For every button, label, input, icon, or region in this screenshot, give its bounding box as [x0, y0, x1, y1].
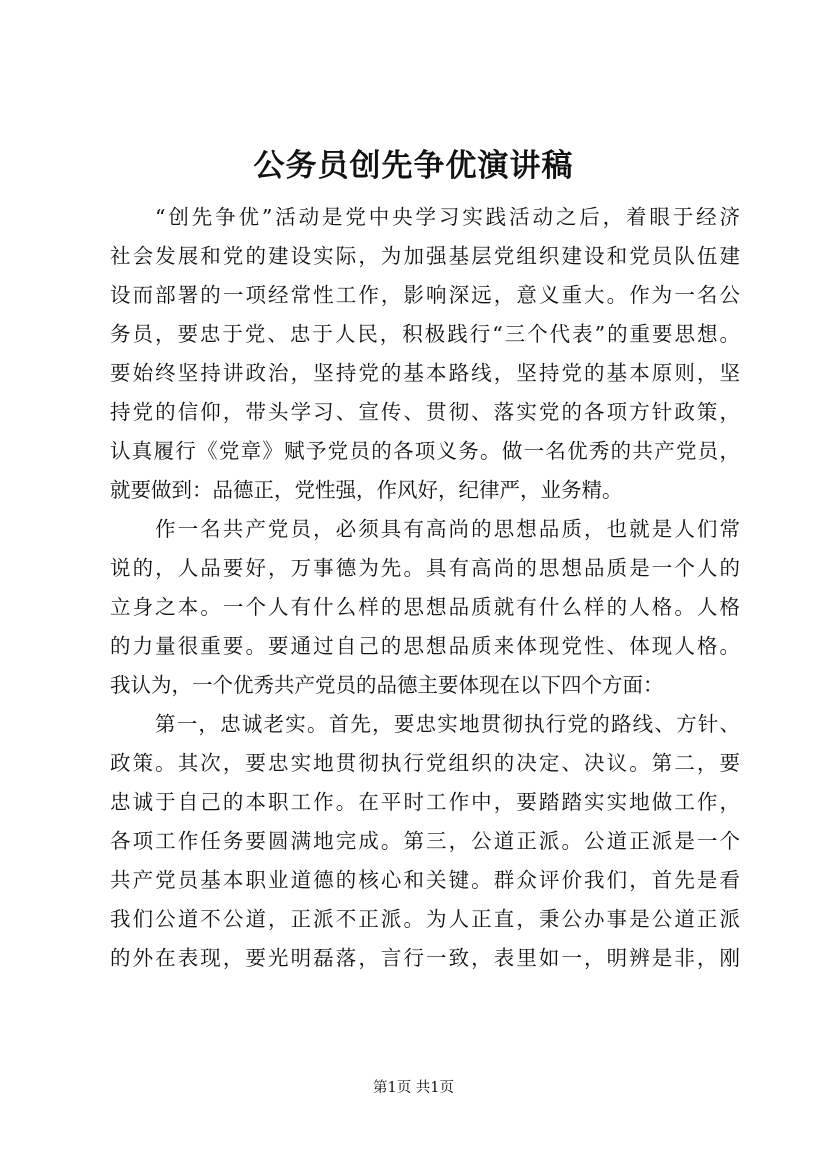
paragraph-line: 共产党员基本职业道德的核心和关键。群众评价我们，首先是看 — [110, 868, 740, 892]
paragraph-line: 我认为，一个优秀共产党员的品德主要体现在以下四个方面： — [110, 673, 664, 697]
paragraph-line: 就要做到：品德正，党性强，作风好，纪律严，业务精。 — [110, 478, 623, 502]
paragraph-line: “创先争优”活动是党中央学习实践活动之后，着眼于经济 — [155, 205, 740, 229]
paragraph-line: 要始终坚持讲政治，坚持党的基本路线，坚持党的基本原则，坚 — [110, 361, 740, 385]
paragraph-line: 的外在表现，要光明磊落，言行一致，表里如一，明辨是非，刚 — [110, 946, 740, 970]
paragraph-line: 第一，忠诚老实。首先，要忠实地贯彻执行党的路线、方针、 — [155, 712, 740, 736]
page-footer: 第1页 共1页 — [372, 1080, 455, 1096]
paragraph-line: 的力量很重要。要通过自己的思想品质来体现党性、体现人格。 — [110, 634, 740, 658]
paragraph-line: 我们公道不公道，正派不正派。为人正直，秉公办事是公道正派 — [110, 907, 740, 931]
paragraph-line: 务员，要忠于党、忠于人民，积极践行“三个代表”的重要思想。 — [110, 322, 740, 346]
paragraph-line: 认真履行《党章》赋予党员的各项义务。做一名优秀的共产党员， — [110, 439, 740, 463]
paragraph-line: 作一名共产党员，必须具有高尚的思想品质，也就是人们常 — [155, 517, 740, 541]
paragraph-line: 持党的信仰，带头学习、宣传、贯彻、落实党的各项方针政策， — [110, 400, 740, 424]
paragraph-line: 立身之本。一个人有什么样的思想品质就有什么样的人格。人格 — [110, 595, 740, 619]
document-body — [110, 198, 740, 978]
document-title: 公务员创先争优演讲稿 — [253, 148, 574, 184]
paragraph-line: 社会发展和党的建设实际，为加强基层党组织建设和党员队伍建 — [110, 244, 740, 268]
paragraph-line: 各项工作任务要圆满地完成。第三，公道正派。公道正派是一个 — [110, 829, 740, 853]
paragraph-line: 设而部署的一项经常性工作，影响深远，意义重大。作为一名公 — [110, 283, 740, 307]
paragraph-line: 说的，人品要好，万事德为先。具有高尚的思想品质是一个人的 — [110, 556, 740, 580]
paragraph-line: 忠诚于自己的本职工作。在平时工作中，要踏踏实实地做工作， — [110, 790, 740, 814]
paragraph-line: 政策。其次，要忠实地贯彻执行党组织的决定、决议。第二，要 — [110, 751, 740, 775]
